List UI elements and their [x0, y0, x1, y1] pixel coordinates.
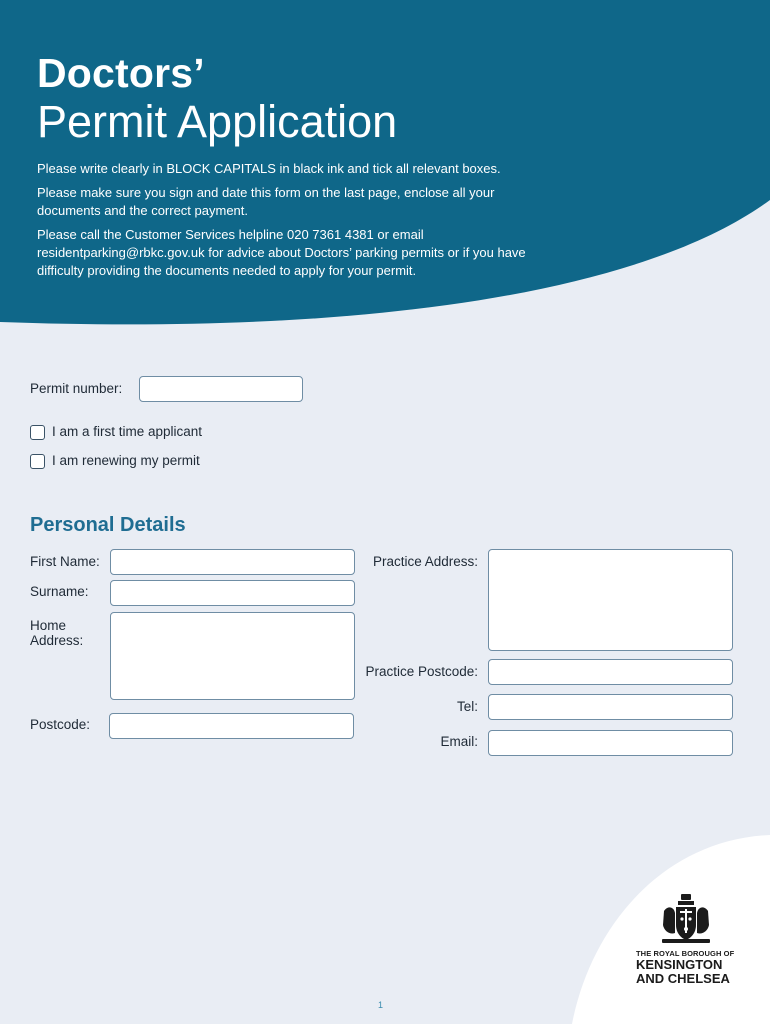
- title-line-1: Doctors’: [37, 50, 205, 96]
- intro-paragraph-2: Please make sure you sign and date this form on the last page, enclose all your documents and the correct payment.: [37, 185, 495, 218]
- practice-postcode-field[interactable]: [488, 659, 733, 685]
- postcode-label: Postcode:: [30, 717, 91, 732]
- logo-line-3: AND CHELSEA: [636, 971, 730, 986]
- surname-label: Surname:: [30, 584, 89, 599]
- tel-label: Tel:: [456, 699, 478, 714]
- home-address-label: [30, 618, 83, 648]
- coat-of-arms-icon: [658, 893, 714, 945]
- practice-postcode-label: Practice Postcode:: [365, 664, 478, 679]
- permit-number-field[interactable]: [139, 376, 303, 402]
- council-logo: [636, 893, 736, 986]
- email-field[interactable]: [488, 730, 733, 756]
- home-address-label-line-1: Home: [30, 618, 67, 633]
- practice-address-field[interactable]: [488, 549, 733, 651]
- personal-details-heading: Personal Details: [30, 514, 186, 536]
- home-address-label-line-2: Address:: [30, 633, 84, 648]
- tel-field[interactable]: [488, 694, 733, 720]
- intro-text: [37, 160, 597, 280]
- intro-paragraph-1: Please write clearly in BLOCK CAPITALS in black ink and tick all relevant boxes.: [37, 161, 501, 176]
- logo-line-1: THE ROYAL BOROUGH OF: [636, 949, 735, 958]
- header: [37, 50, 597, 286]
- email-label: Email:: [440, 734, 478, 749]
- logo-line-2: KENSINGTON: [636, 957, 723, 972]
- title-line-2: Permit Application: [37, 96, 398, 147]
- renewing-permit-checkbox[interactable]: [30, 454, 45, 469]
- permit-number-label: Permit number:: [30, 381, 123, 396]
- surname-field[interactable]: [110, 580, 355, 606]
- practice-address-label: Practice Address:: [372, 554, 478, 569]
- first-time-applicant-checkbox[interactable]: [30, 425, 45, 440]
- first-time-applicant-label: I am a first time applicant: [52, 424, 203, 439]
- intro-paragraph-3: Please call the Customer Services helpline 020 7361 4381 or email residentparking@rbkc.gov.uk for advice about Doctors’ parking permits or if you have difficulty providing the documents needed to apply for your permit.: [37, 227, 526, 278]
- page-number: 1: [378, 1000, 384, 1010]
- first-name-field[interactable]: [110, 549, 355, 575]
- first-name-label: First Name:: [30, 554, 100, 569]
- home-address-field[interactable]: [110, 612, 355, 700]
- postcode-field[interactable]: [109, 713, 354, 739]
- renewing-permit-label: I am renewing my permit: [52, 453, 200, 468]
